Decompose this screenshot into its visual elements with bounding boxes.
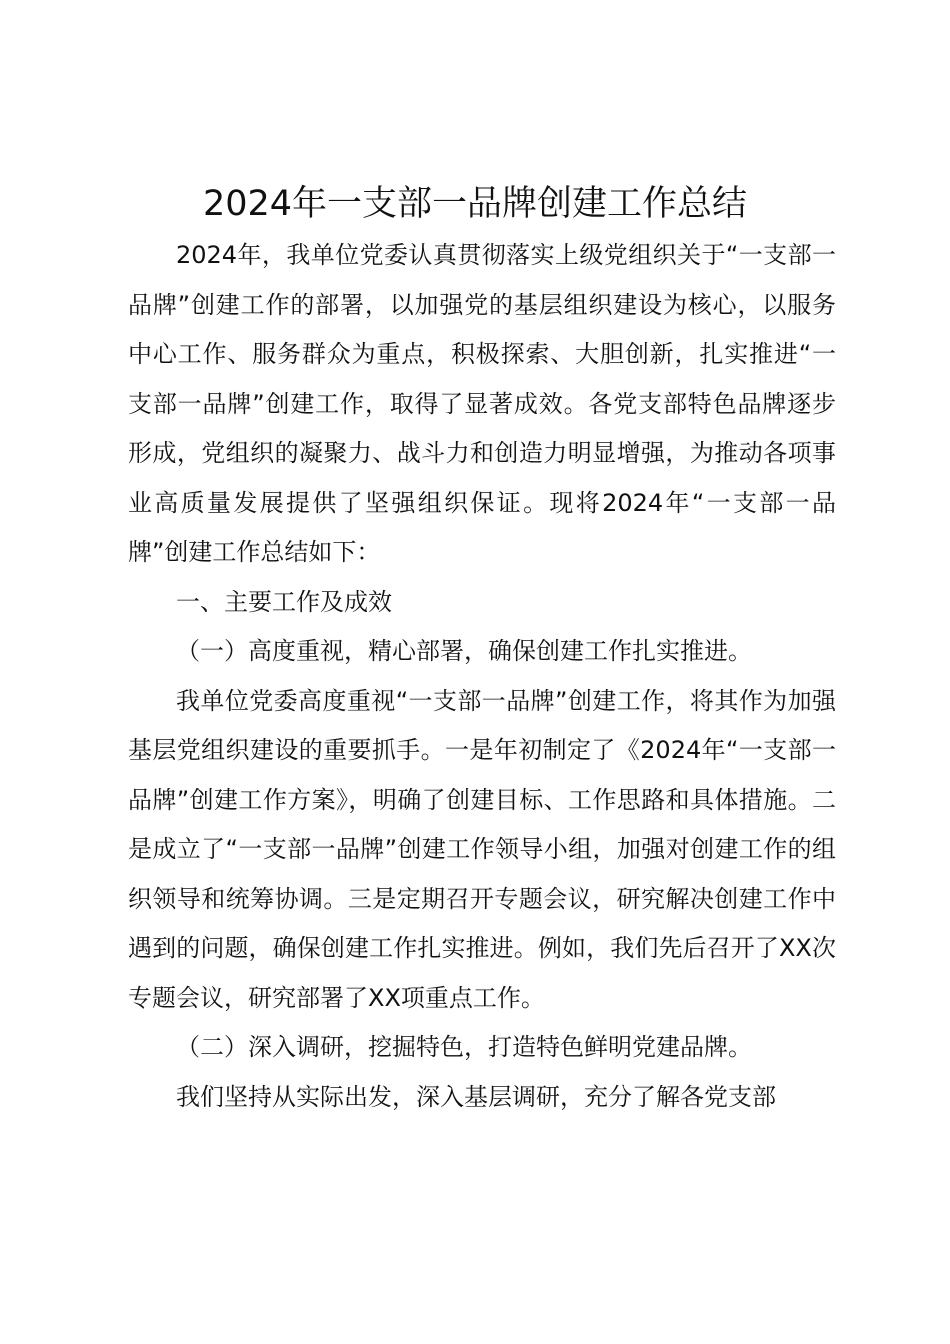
intro-paragraph: 2024年，我单位党委认真贯彻落实上级党组织关于“一支部一品牌”创建工作的部署，以加强党的基层组织建设为核心，以服务中心工作、服务群众为重点，积极探索、大胆创新，扎实推进“一支部一品牌”创建工作，取得了显著成效。各党支部特色品牌逐步形成，党组织的凝聚力、战斗力和创造力明显增强，为推动各项事业高质量发展提供了坚强组织保证。现将2024年“一支部一品牌”创建工作总结如下：: [128, 241, 836, 566]
section-heading-main-work: 一、主要工作及成效: [176, 587, 392, 616]
subsection-1-paragraph: 我单位党委高度重视“一支部一品牌”创建工作，将其作为加强基层党组织建设的重要抓手。一是年初制定了《2024年“一支部一品牌”创建工作方案》，明确了创建目标、工作思路和具体措施。二是成立了“一支部一品牌”创建工作领导小组，加强对创建工作的组织领导和统筹协调。三是定期召开专题会议，研究解决创建工作中遇到的问题，确保创建工作扎实推进。例如，我们先后召开了XX次专题会议，研究部署了XX项重点工作。: [128, 686, 836, 1012]
document-body: [128, 231, 836, 1122]
subsection-2-paragraph: 我们坚持从实际出发，深入基层调研，充分了解各党支部: [176, 1082, 776, 1111]
subsection-heading-2: （二）深入调研，挖掘特色，打造特色鲜明党建品牌。: [176, 1033, 752, 1061]
document-title: 2024年一支部一品牌创建工作总结: [202, 184, 748, 224]
subsection-heading-1: （一）高度重视，精心部署，确保创建工作扎实推进。: [176, 637, 752, 665]
